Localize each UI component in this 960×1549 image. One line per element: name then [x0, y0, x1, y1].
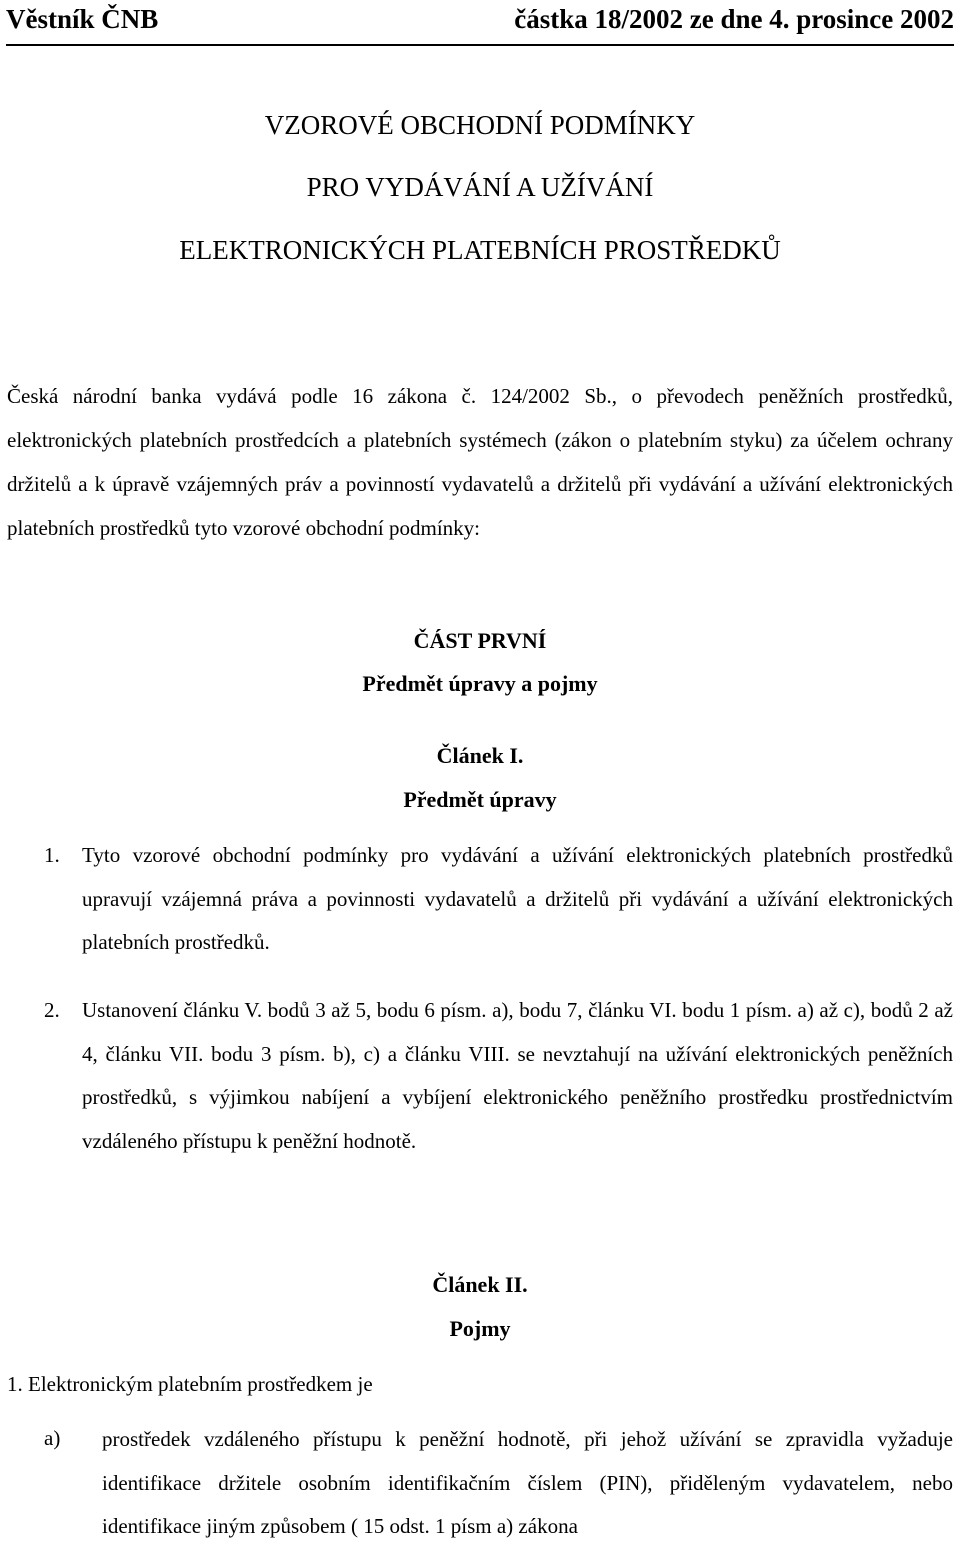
- item-text: Ustanovení článku V. bodů 3 až 5, bodu 6 písm. a), bodu 7, článku VI. bodu 1 písm. a) až c), bodů 2 až 4, článku VII. bodu 3 písm. b), c) a článku VIII. se nevztahují na užívání elektronických peněžních prostředků, s výjimkou nabíjení a vybíjení elektronického peněžního prostředku prostřednictvím vzdáleného přístupu k peněžní hodnotě.: [82, 998, 953, 1153]
- issue-info: částka 18/2002 ze dne 4. prosince 2002: [514, 4, 954, 34]
- item-text: Tyto vzorové obchodní podmínky pro vydávání a užívání elektronických platebních prostředků upravují vzájemná práva a povinnosti vydavatelů a držitelů při vydávání a užívání elektronických platebních prostředků.: [82, 843, 953, 954]
- document-title-line-1: VZOROVÉ OBCHODNÍ PODMÍNKY: [264, 110, 696, 140]
- article-1-subtitle: Předmět úpravy: [403, 787, 557, 812]
- item-number: 1.: [44, 843, 60, 867]
- intro-paragraph: Česká národní banka vydává podle 16 zákona č. 124/2002 Sb., o převodech peněžních prostředků, elektronických platebních prostředcích a platebních systémech (zákon o platebním styku) za účelem ochrany držitelů a k úpravě vzájemných práv a povinností vydavatelů a držitelů při vydávání a užívání elektronických platebních prostředků tyto vzorové obchodní podmínky:: [7, 384, 953, 540]
- document-title-line-3: ELEKTRONICKÝCH PLATEBNÍCH PROSTŘEDKŮ: [179, 235, 781, 265]
- article-2-subtitle: Pojmy: [449, 1316, 511, 1341]
- sub-item-label: a): [44, 1426, 61, 1450]
- definition-item: 1. Elektronickým platebním prostředkem je: [7, 1372, 373, 1396]
- part-subtitle: Předmět úpravy a pojmy: [362, 671, 598, 696]
- sub-item-text: prostředek vzdáleného přístupu k peněžní hodnotě, při jehož užívání se zpravidla vyžaduje identifikace držitele osobním identifikačním číslem (PIN), přiděleným vydavatelem, nebo identifikace jiným způsobem ( 15 odst. 1 písm a) zákona: [102, 1427, 953, 1538]
- journal-name: Věstník ČNB: [6, 4, 159, 34]
- article-1-heading: Článek I.: [436, 743, 524, 768]
- document-title-line-2: PRO VYDÁVÁNÍ A UŽÍVÁNÍ: [306, 172, 654, 202]
- item-number: 2.: [44, 998, 60, 1022]
- article-2-heading: Článek II.: [432, 1272, 528, 1297]
- page-header: [6, 4, 954, 46]
- part-heading: ČÁST PRVNÍ: [413, 628, 547, 653]
